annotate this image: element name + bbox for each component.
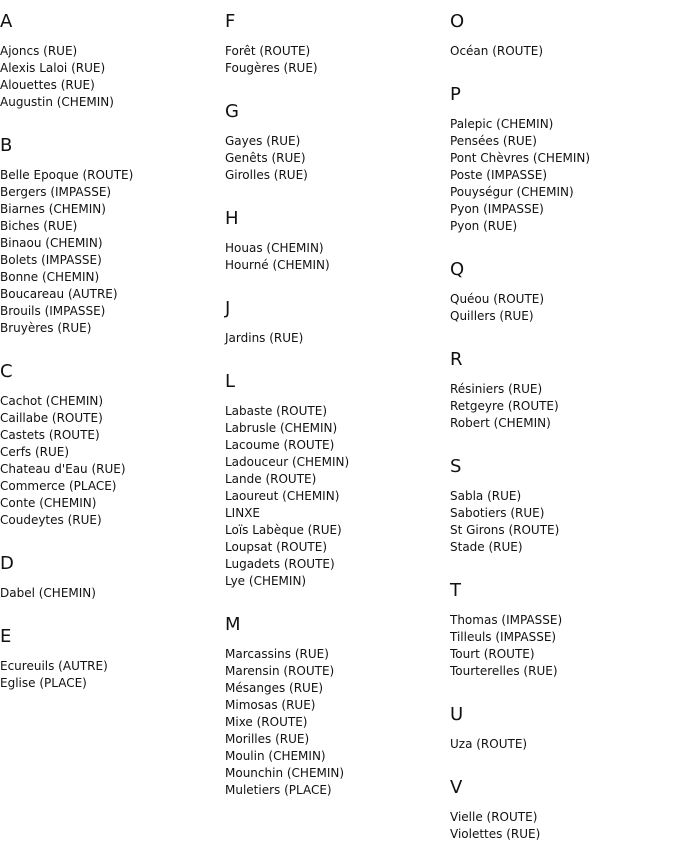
street-link[interactable]: Laoureut (CHEMIN): [225, 489, 340, 503]
street-list-item: [450, 736, 675, 753]
street-link[interactable]: Palepic (CHEMIN): [450, 117, 554, 131]
street-list-item: [225, 556, 450, 573]
street-list-item: [450, 133, 675, 150]
street-link[interactable]: Cerfs (RUE): [0, 445, 70, 459]
street-link[interactable]: Augustin (CHEMIN): [0, 95, 114, 109]
street-list-item: [450, 116, 675, 133]
letter-heading: Q: [450, 259, 465, 280]
street-link[interactable]: Moulin (CHEMIN): [225, 749, 326, 763]
street-link[interactable]: Commerce (PLACE): [0, 479, 117, 493]
street-list-item: [225, 167, 450, 184]
street-list: [225, 330, 450, 347]
street-link[interactable]: Bolets (IMPASSE): [0, 253, 102, 267]
street-list-item: [450, 308, 675, 325]
street-link[interactable]: Mixe (ROUTE): [225, 715, 308, 729]
street-list-item: [0, 252, 225, 269]
street-list-item: [0, 320, 225, 337]
street-list-item: [0, 303, 225, 320]
street-link[interactable]: St Girons (ROUTE): [450, 523, 560, 537]
street-list-item: [450, 539, 675, 556]
street-list-item: [0, 184, 225, 201]
street-list-item: [225, 697, 450, 714]
street-link[interactable]: Fougères (RUE): [225, 61, 318, 75]
street-list-item: [450, 488, 675, 505]
letter-group-p: [450, 84, 675, 235]
street-list-item: [225, 505, 450, 522]
street-link[interactable]: Forêt (ROUTE): [225, 44, 311, 58]
street-link[interactable]: Muletiers (PLACE): [225, 783, 332, 797]
street-list-item: [225, 330, 450, 347]
letter-group-l: [225, 371, 450, 590]
street-list: [0, 585, 225, 602]
street-index-column-2: [225, 11, 450, 823]
street-link[interactable]: Quillers (RUE): [450, 309, 534, 323]
street-list-item: [225, 731, 450, 748]
street-list-item: [225, 539, 450, 556]
street-list-item: [225, 471, 450, 488]
street-link[interactable]: Chateau d'Eau (RUE): [0, 462, 126, 476]
street-link[interactable]: Retgeyre (ROUTE): [450, 399, 559, 413]
street-link[interactable]: Genêts (RUE): [225, 151, 306, 165]
street-list-item: [450, 381, 675, 398]
street-link[interactable]: Girolles (RUE): [225, 168, 308, 182]
letter-heading: T: [450, 580, 461, 601]
street-link[interactable]: Conte (CHEMIN): [0, 496, 97, 510]
letter-group-r: [450, 349, 675, 432]
street-link[interactable]: Ecureuils (AUTRE): [0, 659, 108, 673]
street-link[interactable]: Mésanges (RUE): [225, 681, 324, 695]
street-list-item: [225, 714, 450, 731]
street-link[interactable]: Coudeytes (RUE): [0, 513, 102, 527]
street-list-item: [225, 403, 450, 420]
street-link[interactable]: Houas (CHEMIN): [225, 241, 324, 255]
street-link[interactable]: Loupsat (ROUTE): [225, 540, 328, 554]
street-link[interactable]: Alouettes (RUE): [0, 78, 95, 92]
street-link[interactable]: Résiniers (RUE): [450, 382, 543, 396]
street-list-item: [450, 218, 675, 235]
letter-group-e: [0, 626, 225, 692]
letter-group-j: [225, 298, 450, 347]
street-list-item: [450, 150, 675, 167]
street-list-item: [450, 646, 675, 663]
street-list-item: [225, 573, 450, 590]
street-index-column-1: [0, 11, 225, 716]
street-list-item: [0, 444, 225, 461]
street-link[interactable]: Brouils (IMPASSE): [0, 304, 106, 318]
street-list-item: [225, 748, 450, 765]
street-link[interactable]: Ladouceur (CHEMIN): [225, 455, 350, 469]
street-link[interactable]: Violettes (RUE): [450, 827, 541, 841]
street-link[interactable]: Belle Epoque (ROUTE): [0, 168, 134, 182]
street-list-item: [450, 663, 675, 680]
street-list-item: [0, 235, 225, 252]
street-list: [450, 612, 675, 680]
letter-heading: M: [225, 614, 241, 635]
street-list-item: [450, 612, 675, 629]
street-link[interactable]: Océan (ROUTE): [450, 44, 544, 58]
street-list-item: [0, 77, 225, 94]
street-list-item: [0, 461, 225, 478]
street-link[interactable]: Pont Chèvres (CHEMIN): [450, 151, 591, 165]
street-link[interactable]: Lande (ROUTE): [225, 472, 317, 486]
street-link[interactable]: Morilles (RUE): [225, 732, 310, 746]
street-link[interactable]: Alexis Laloi (RUE): [0, 61, 106, 75]
street-list-item: [225, 133, 450, 150]
street-list-item: [450, 398, 675, 415]
street-list-item: [0, 201, 225, 218]
street-list: [0, 167, 225, 337]
street-link[interactable]: Thomas (IMPASSE): [450, 613, 563, 627]
street-link[interactable]: Marensin (ROUTE): [225, 664, 335, 678]
street-link[interactable]: Pyon (IMPASSE): [450, 202, 544, 216]
street-link[interactable]: Ajoncs (RUE): [0, 44, 78, 58]
street-list-item: [0, 60, 225, 77]
street-list: [0, 43, 225, 111]
street-link[interactable]: Stade (RUE): [450, 540, 523, 554]
street-list-item: [0, 658, 225, 675]
street-list-item: [225, 782, 450, 799]
street-list: [450, 381, 675, 432]
letter-group-f: [225, 11, 450, 77]
street-list-item: [225, 488, 450, 505]
street-link[interactable]: Quéou (ROUTE): [450, 292, 545, 306]
street-list-item: [0, 393, 225, 410]
street-list-item: [450, 201, 675, 218]
street-link[interactable]: LINXE: [225, 506, 261, 520]
street-list: [225, 646, 450, 799]
street-link[interactable]: Uza (ROUTE): [450, 737, 528, 751]
street-list-item: [0, 43, 225, 60]
letter-group-t: [450, 580, 675, 680]
street-list-item: [450, 522, 675, 539]
letter-heading: E: [0, 626, 12, 647]
street-index-column-3: [450, 11, 675, 867]
letter-heading: D: [0, 553, 14, 574]
street-link[interactable]: Eglise (PLACE): [0, 676, 87, 690]
letter-group-v: [450, 777, 675, 843]
letter-heading: L: [225, 371, 236, 392]
letter-group-q: [450, 259, 675, 325]
letter-group-h: [225, 208, 450, 274]
letter-heading: G: [225, 101, 239, 122]
street-list-item: [450, 291, 675, 308]
street-list-item: [450, 184, 675, 201]
letter-heading: H: [225, 208, 239, 229]
street-link[interactable]: Mounchin (CHEMIN): [225, 766, 345, 780]
street-list: [450, 736, 675, 753]
street-link[interactable]: Pyon (RUE): [450, 219, 518, 233]
street-list: [225, 133, 450, 184]
street-link[interactable]: Labaste (ROUTE): [225, 404, 328, 418]
street-link[interactable]: Gayes (RUE): [225, 134, 301, 148]
street-list-item: [450, 629, 675, 646]
street-link[interactable]: Tourt (ROUTE): [450, 647, 535, 661]
street-link[interactable]: Pouységur (CHEMIN): [450, 185, 574, 199]
street-list-item: [0, 410, 225, 427]
letter-group-c: [0, 361, 225, 529]
street-list-item: [0, 269, 225, 286]
street-list-item: [225, 646, 450, 663]
street-list-item: [225, 257, 450, 274]
street-list-item: [225, 420, 450, 437]
street-list: [450, 43, 675, 60]
letter-group-d: [0, 553, 225, 602]
street-list: [450, 116, 675, 235]
street-list-item: [0, 94, 225, 111]
street-list-item: [225, 454, 450, 471]
street-list: [0, 658, 225, 692]
street-list-item: [0, 478, 225, 495]
letter-heading: F: [225, 11, 236, 32]
street-link[interactable]: Vielle (ROUTE): [450, 810, 538, 824]
street-link[interactable]: Tourterelles (RUE): [450, 664, 558, 678]
street-list-item: [225, 43, 450, 60]
street-list-item: [0, 427, 225, 444]
letter-group-b: [0, 135, 225, 337]
street-list: [225, 240, 450, 274]
street-list-item: [225, 663, 450, 680]
street-link[interactable]: Mimosas (RUE): [225, 698, 316, 712]
street-link[interactable]: Loïs Labèque (RUE): [225, 523, 342, 537]
street-link[interactable]: Lye (CHEMIN): [225, 574, 307, 588]
street-link[interactable]: Bruyères (RUE): [0, 321, 92, 335]
street-list-item: [450, 809, 675, 826]
street-link[interactable]: Biarnes (CHEMIN): [0, 202, 106, 216]
street-link[interactable]: Dabel (CHEMIN): [0, 586, 96, 600]
street-list-item: [0, 286, 225, 303]
street-link[interactable]: Cachot (CHEMIN): [0, 394, 104, 408]
street-link[interactable]: Labrusle (CHEMIN): [225, 421, 338, 435]
street-link[interactable]: Poste (IMPASSE): [450, 168, 548, 182]
street-list: [225, 43, 450, 77]
street-link[interactable]: Sabla (RUE): [450, 489, 522, 503]
street-link[interactable]: Hourné (CHEMIN): [225, 258, 330, 272]
letter-heading: O: [450, 11, 465, 32]
street-list: [450, 809, 675, 843]
street-list-item: [225, 150, 450, 167]
street-list: [225, 403, 450, 590]
letter-heading: U: [450, 704, 464, 725]
street-link[interactable]: Pensées (RUE): [450, 134, 537, 148]
letter-heading: B: [0, 135, 13, 156]
street-link[interactable]: Robert (CHEMIN): [450, 416, 551, 430]
street-list-item: [225, 60, 450, 77]
street-list-item: [225, 765, 450, 782]
street-list: [450, 291, 675, 325]
letter-group-a: [0, 11, 225, 111]
street-list-item: [0, 675, 225, 692]
letter-group-o: [450, 11, 675, 60]
letter-heading: J: [225, 298, 231, 319]
street-list-item: [450, 167, 675, 184]
letter-heading: A: [0, 11, 13, 32]
street-link[interactable]: Lacoume (ROUTE): [225, 438, 335, 452]
street-list-item: [0, 585, 225, 602]
street-list-item: [0, 218, 225, 235]
street-list-item: [0, 512, 225, 529]
street-list: [450, 488, 675, 556]
street-link[interactable]: Bergers (IMPASSE): [0, 185, 112, 199]
street-list-item: [450, 505, 675, 522]
letter-group-u: [450, 704, 675, 753]
letter-group-g: [225, 101, 450, 184]
street-link[interactable]: Boucareau (AUTRE): [0, 287, 118, 301]
letter-group-s: [450, 456, 675, 556]
street-list-item: [225, 522, 450, 539]
street-link[interactable]: Marcassins (RUE): [225, 647, 329, 661]
letter-heading: S: [450, 456, 462, 477]
letter-heading: P: [450, 84, 461, 105]
street-link[interactable]: Caillabe (ROUTE): [0, 411, 103, 425]
letter-heading: C: [0, 361, 13, 382]
street-list-item: [0, 495, 225, 512]
street-link[interactable]: Bonne (CHEMIN): [0, 270, 100, 284]
street-list-item: [225, 437, 450, 454]
street-list-item: [450, 415, 675, 432]
street-list-item: [225, 680, 450, 697]
street-link[interactable]: Tilleuls (IMPASSE): [450, 630, 557, 644]
street-list: [0, 393, 225, 529]
street-list-item: [450, 43, 675, 60]
letter-group-m: [225, 614, 450, 799]
street-link[interactable]: Binaou (CHEMIN): [0, 236, 103, 250]
street-link[interactable]: Sabotiers (RUE): [450, 506, 545, 520]
street-link[interactable]: Lugadets (ROUTE): [225, 557, 335, 571]
street-list-item: [0, 167, 225, 184]
street-link[interactable]: Jardins (RUE): [225, 331, 304, 345]
letter-heading: V: [450, 777, 463, 798]
street-list-item: [225, 240, 450, 257]
letter-heading: R: [450, 349, 463, 370]
street-list-item: [450, 826, 675, 843]
street-link[interactable]: Biches (RUE): [0, 219, 78, 233]
street-link[interactable]: Castets (ROUTE): [0, 428, 100, 442]
